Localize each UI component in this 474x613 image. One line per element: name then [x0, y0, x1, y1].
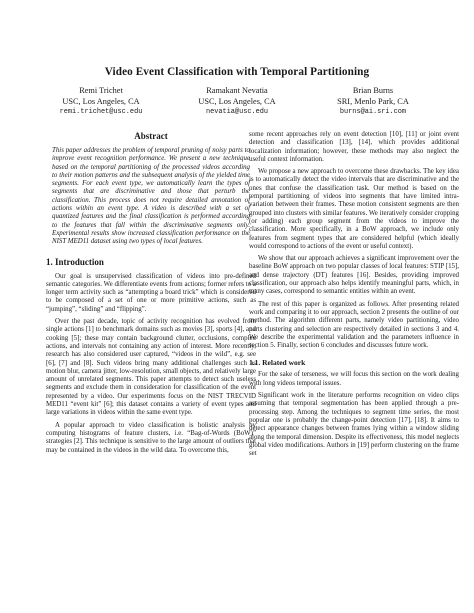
paper-title: Video Event Classification with Temporal Partitioning — [104, 66, 370, 78]
author-block — [36, 86, 438, 117]
author-name: Ramakant Nevatia — [206, 86, 268, 95]
intro-continuation-paragraph: some recent approaches rely on event detection [10], [11] or joint event detection and classification [13], [14], which provides additional localization information; however, these methods may also neglect the useful context information. — [249, 131, 459, 163]
intro-paragraph: We show that our approach achieves a significant improvement over the baseline BoW approach on two popular classes of local features: STIP [15], and dense trajectory (DT) features [16]. Besides, providing improved classification, our approach also helps identify meaningful parts, which, in many cases, correspond to semantic entities within an event. — [249, 255, 459, 296]
author-affiliation: USC, Los Angeles, CA — [62, 96, 140, 106]
intro-paragraph: The rest of this paper is organized as follows. After presenting related work and comparing it to our approach, section 2 presents the outline of our method. The algorithm different parts, namely video partitioning, video parts clustering and selection are respectively detailed in sections 3 and 4. We describe the experimental validation and the parameters influence in section 5. Finally, section 6 concludes and discusses future work. — [249, 300, 459, 350]
intro-paragraph: Our goal is unsupervised classification of videos into pre-defined semantic categories. We differentiate events from actions; former refers to a longer term activity such as “attempting a board trick” which is considered to be composed of a set of one or more primitive actions, such as “jumping”, “sliding” and “flipping”. — [46, 272, 256, 313]
intro-paragraph: Over the past decade, topic of activity recognition has evolved from single actions [1] to benchmark domains such as movies [3], sports [4], and cooking [5]; these may contain background clutter, occlusions, complex actions, and intervals not containing any action of interest. More recently, research has also considered user captured, “videos in the wild”, e.g. see [6], [7] and [8]. Such videos bring many additional challenges such as motion blur, camera jitter, low-resolution, small objects, and relatively large amount of unrelated segments. This paper attempts to detect such useless segments and exclude them in consideration for classification of the event represented by a video. Our experiments focus on the NIST TRECVID MED11 “event kit” [6]; this dataset contains a variety of event types and large variations in videos within the same event type. — [46, 318, 256, 417]
intro-paragraph: We propose a new approach to overcome these drawbacks. The key idea is to automatically detect the video intervals that are discriminative and the ones that confuse the classification task. Our method is based on the temporal partitioning of videos into segments that have limited intra-variation between their frames. These motion consistent segments are then grouped into clusters with similar features. We iteratively consider cropping (or adding) each group segment from the videos to improve the classification. More specifically, in a BoW approach, we include only features from segment types that are considered helpful (which ideally would correspond to actions of the event or useful context). — [249, 168, 459, 250]
left-column — [46, 131, 256, 455]
author-name: Remi Trichet — [79, 86, 123, 95]
introduction-heading: 1. Introduction — [46, 256, 104, 267]
abstract-text: This paper addresses the problem of temporal pruning of noisy parts to improve event recognition performance. We present a new technique based on the temporal partitioning of the processed videos according to their motion patterns and the subsequent analysis of the yielded time segments. For each event type, we automatically learn the types of segments that are discriminative and those that perturb the classification. This process does not require detailed annotation of actions within an event type. A video is described with a set of quantized features and the final classification is performed according to the features that fall within the discriminative segments only. Experimental results show increased classification performance on the NIST MED11 dataset using two types of local features. — [52, 147, 250, 246]
related-work-paragraph: For the sake of terseness, we will focus this section on the work dealing with long videos temporal issues. — [249, 371, 459, 387]
related-work-paragraph: Significant work in the literature performs recognition on video clips assuming that temporal segmentation has been applied through a pre-processing step. Among the techniques to segment time series, the most popular one is probably the change-point detection [17], [18]. It aims to detect appearance changes between frames lying within a window sliding along the temporal dimension. Despite its effectiveness, this model neglects global video modifications. Authors in [19] perform clustering on the frame set — [249, 392, 459, 458]
author-email: nevatia@usc.edu — [205, 108, 269, 117]
abstract-section — [46, 131, 256, 247]
author-email: burns@ai.sri.com — [339, 108, 407, 117]
author-affiliation: USC, Los Angeles, CA — [198, 96, 276, 106]
author-email: remi.trichet@usc.edu — [59, 108, 143, 117]
author-name: Brian Burns — [352, 86, 394, 95]
author-2 — [172, 86, 302, 117]
intro-paragraph: A popular approach to video classification is holistic analysis by computing histograms of feature clusters, i.e. “Bag-of-Words (BoW)” strategies [2]. This technique is sensitive to the large amount of outliers that may be contained in the videos in the wild data. To overcome this, — [46, 421, 256, 454]
author-affiliation: SRI, Menlo Park, CA — [337, 96, 409, 106]
abstract-heading: Abstract — [134, 131, 168, 141]
author-1 — [36, 86, 166, 117]
author-3 — [308, 86, 438, 117]
related-work-heading: 1.1. Related work — [249, 358, 306, 368]
right-column — [249, 131, 459, 458]
